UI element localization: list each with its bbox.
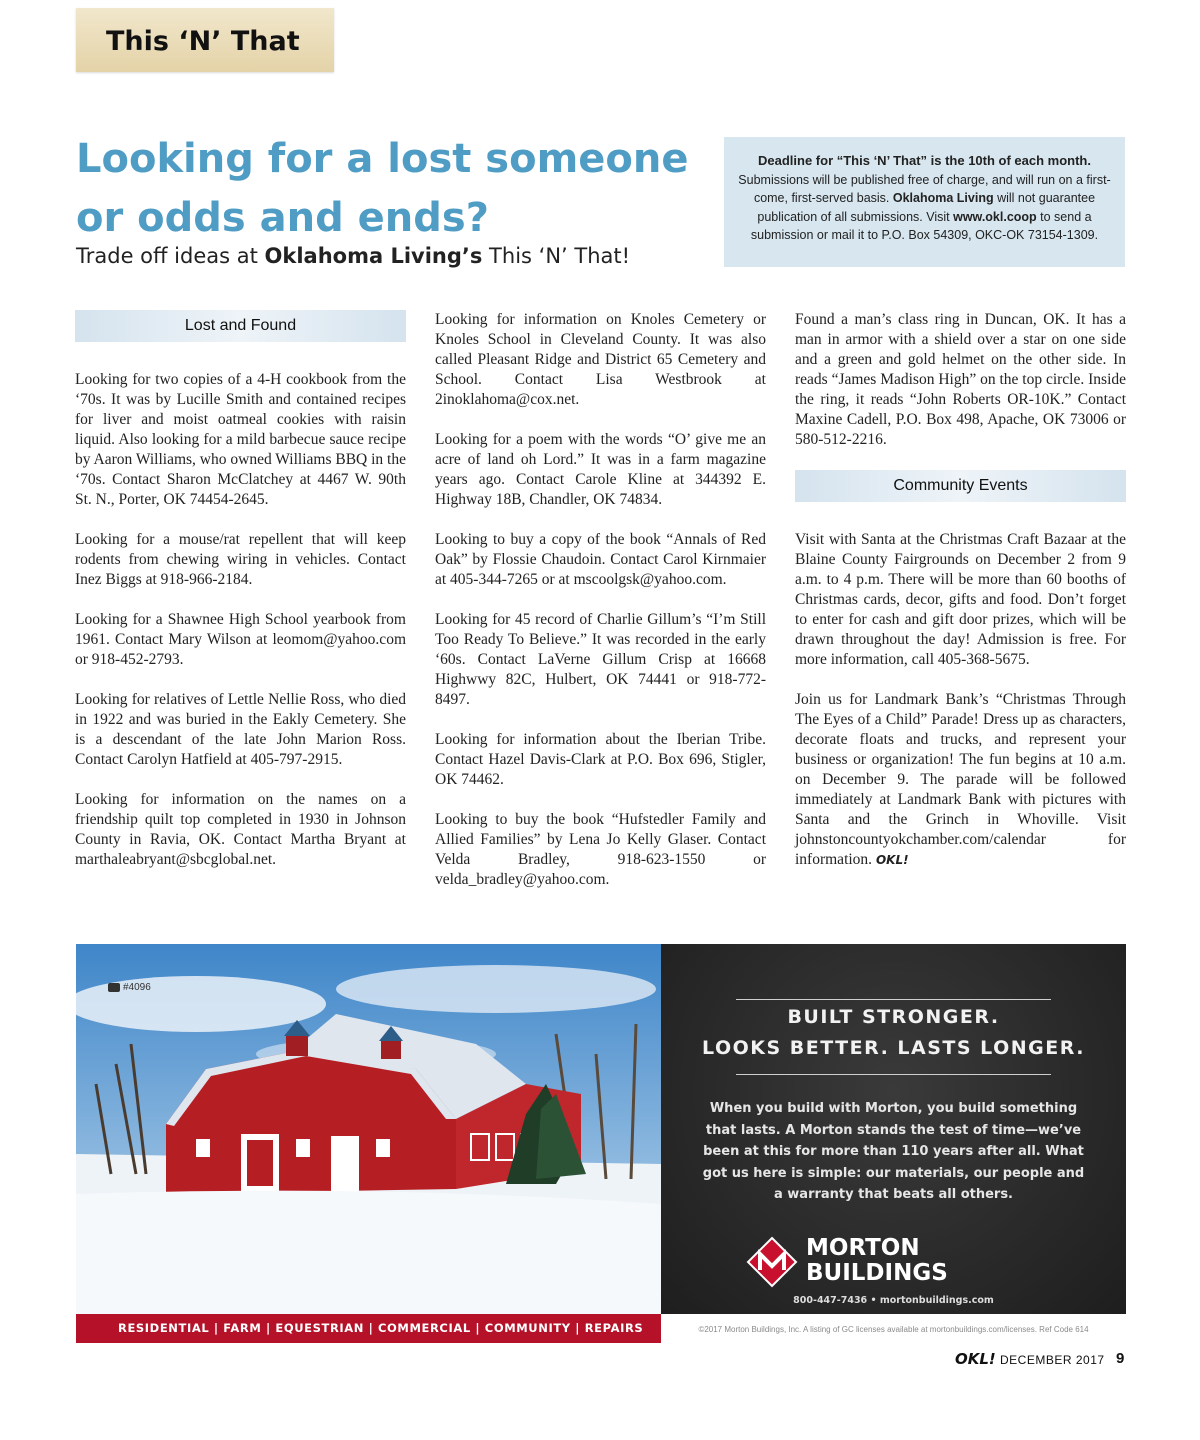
footer-logo: OKL! (955, 1350, 996, 1368)
listing-item: Looking for 45 record of Charlie Gillum’s “I’m Still Too Ready To Believe.” It was recorded in the early ‘60s. Contact LaVerne Gillum Crisp at 16668 Highwwy 82C, Hulbert, OK 74441 or 918-772-8497. (435, 611, 766, 708)
listing-item: Looking for relatives of Lettle Nellie Ross, who died in 1922 and was buried in the Eakly Cemetery. She is a descendant of the late John Marion Ross. Contact Carolyn Hatfield at 405-797-2915. (75, 691, 406, 768)
ad-body-text: When you build with Morton, you build something that lasts. A Morton stands the test of time—we’ve been at this for more than 110 years after all. What got us here is simple: our materials, our people and a warranty that beats all others. (702, 1101, 1085, 1202)
ad-rule-top (736, 999, 1051, 1000)
morton-logo-text: MORTON BUILDINGS (806, 1235, 948, 1286)
ad-rule-bottom (736, 1074, 1051, 1075)
page-headline: Looking for a lost someone or odds and ends? (76, 136, 689, 241)
ad-legal: ©2017 Morton Buildings, Inc. A listing of GC licenses available at mortonbuildings.com/licenses. Ref Code 614 (698, 1325, 1089, 1334)
subhead-suffix: This ‘N’ That! (482, 244, 631, 268)
event-item: Join us for Landmark Bank’s “Christmas Through The Eyes of a Child” Parade! Dress up as characters, decorate floats and trucks, and represent your business or organization! The fun begins at 10 a.m. on December 9. The parade will be followed immediately at Landmark Bank with pictures with Santa and the Grinch in Whoville. Visit johnstoncountyokchamber.com/calendar for information. OKL! (795, 691, 1126, 868)
ad-slogan-2: LOOKS BETTER. LASTS LONGER. (702, 1037, 1085, 1059)
section-tab (76, 8, 334, 72)
community-events-heading: Community Events (795, 470, 1126, 502)
footer-issue: DECEMBER 2017 (1000, 1353, 1105, 1367)
column-1 (75, 310, 406, 890)
listing-item: Looking for a poem with the words “O’ give me an acre of land oh Lord.” It was in a farm magazine years ago. Contact Carole Kline at 344392 E. Highway 18B, Chandler, OK 74834. (435, 431, 766, 508)
subhead-brand: Oklahoma Living’s (264, 244, 483, 268)
camera-icon (108, 983, 120, 992)
deadline-text: Submissions will be published free of charge, and will run on a first-come, first-served basis. Oklahoma Living will not guarantee publication of all submissions. Visit www.okl.coop to send a submission or mail it to P.O. Box 54309, OKC-OK 73154-1309. (738, 172, 1111, 242)
column-3 (795, 310, 1126, 890)
deadline-site-link[interactable]: www.okl.coop (953, 209, 1037, 224)
okl-end-mark: OKL! (875, 853, 909, 867)
lost-found-heading: Lost and Found (75, 310, 406, 342)
deadline-heading: Deadline for “This ‘N’ That” is the 10th of each month. (758, 153, 1091, 168)
subhead-prefix: Trade off ideas at (76, 244, 265, 268)
barn-photo (76, 944, 661, 1314)
photo-id-tag: #4096 (108, 982, 151, 993)
listing-item: Looking for two copies of a 4-H cookbook from the ‘70s. It was by Lucille Smith and contained recipes for liver and moist oatmeal cookies with raisin liquid. Also looking for a mild barbecue sauce recipe by Aaron Williams, who owned Williams BBQ in the ‘70s. Contact Sharon McClatchey at 4467 W. 90th St. N., Porter, OK 74454-2645. (75, 371, 406, 508)
listing-item: Looking for a Shawnee High School yearbook from 1961. Contact Mary Wilson at leomom@yahoo.com or 918-452-2793. (75, 611, 406, 668)
listing-item: Found a man’s class ring in Duncan, OK. It has a man in armor with a shield over a star on one side and a green and gold helmet on the other side. In reads “James Madison High” on the top circle. Inside the ring, it reads “John Roberts OR-10K.” Contact Maxine Cadell, P.O. Box 498, Apache, OK 73006 or 580-512-2216. (795, 311, 1127, 448)
listing-item: Looking for information on the names on a friendship quilt top completed in 1930 in Johnson County in Ravia, OK. Contact Martha Bryant at marthaleabryant@sbcglobal.net. (75, 791, 406, 868)
deadline-box (724, 137, 1125, 267)
ad-slogan-1: BUILT STRONGER. (787, 1006, 1000, 1028)
page-number: 9 (1116, 1350, 1125, 1367)
listing-item: Looking to buy the book “Hufstedler Family and Allied Families” by Lena Jo Kelly Glaser. Contact Velda Bradley, 918-623-1550 or velda_bradley@yahoo.com. (435, 811, 766, 888)
morton-m-icon (746, 1236, 798, 1288)
listing-item: Looking for a mouse/rat repellent that will keep rodents from chewing wiring in vehicles. Contact Inez Biggs at 918-966-2184. (75, 531, 406, 588)
ad-copy-panel (661, 944, 1126, 1314)
column-2 (435, 310, 766, 910)
ad-contact[interactable]: 800-447-7436 • mortonbuildings.com (793, 1295, 994, 1306)
listing-item: Looking for information on Knoles Cemetery or Knoles School in Cleveland County. It was also called Pleasant Ridge and District 65 Cemetery and School. Contact Lisa Westbrook at 2inoklahoma@cox.net. (435, 311, 766, 408)
section-tab-label: This ‘N’ That (106, 26, 300, 57)
page-subhead (76, 244, 716, 268)
listing-item: Looking for information about the Iberian Tribe. Contact Hazel Davis-Clark at P.O. Box 696, Stigler, OK 74462. (435, 731, 766, 788)
ad-category-bar-visible: RESIDENTIAL | FARM | EQUESTRIAN | COMMERCIAL | COMMUNITY | REPAIRS (76, 1314, 661, 1343)
listing-item: Looking to buy a copy of the book “Annals of Red Oak” by Flossie Chaudoin. Contact Carol Kirnmaier at 405-344-7265 or at mscoolgsk@yahoo.com. (435, 531, 766, 588)
event-item: Visit with Santa at the Christmas Craft Bazaar at the Blaine County Fairgrounds on December 2 from 9 a.m. to 4 p.m. There will be more than 60 booths of Christmas cards, decor, gifts and food. Don’t forget to enter for cash and gift door prizes, which will be drawn throughout the day! Admission is free. For more information, call 405-368-5675. (795, 531, 1126, 668)
